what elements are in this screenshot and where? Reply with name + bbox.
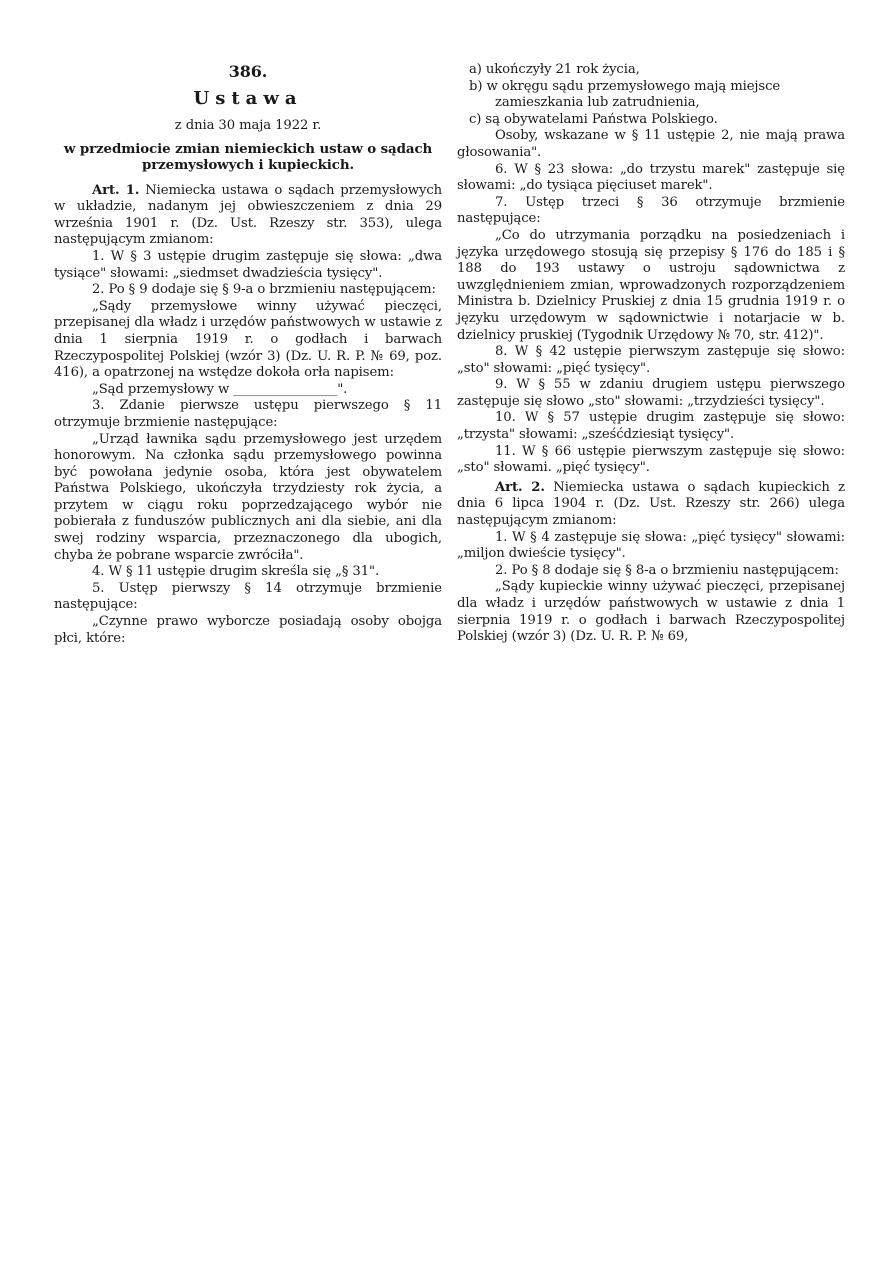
act-number: 386. <box>228 62 268 81</box>
art1-point-2-quote: „Sądy przemysłowe winny używać pieczęci, przepisanej dla władz i urzędów państwowych w ustawie z dnia 1 sierpnia 1919 r. o godłach i barwach Rzeczypospolitej Polskiej (wzór 3) (Dz. U. R. P. № 69, poz. 416), a opatrzonej na wstędze dokoła orła napisem: <box>54 298 442 381</box>
act-title: w przedmiocie zmian niemieckich ustaw o sądach przemysłowych i kupieckich. <box>63 140 433 173</box>
art1-point-10: 10. W § 57 ustępie drugim zastępuje się słowo: „trzysta" słowami: „sześćdziesiąt tysięcy". <box>457 410 845 443</box>
art1-point-1: 1. W § 3 ustępie drugim zastępuje się słowa: „dwa tysiące" słowami: „siedmset dwadzieścia tysięcy". <box>54 248 442 281</box>
right-column <box>457 62 845 646</box>
art1-intro-paragraph <box>54 183 442 249</box>
condition-c: c) są obywatelami Państwa Polskiego. <box>469 111 718 127</box>
art1-point-2: 2. Po § 9 dodaje się § 9-a o brzmieniu następującem: <box>92 282 436 298</box>
art1-label: Art. 1. <box>92 182 140 198</box>
art1-point-3: 3. Zdanie pierwsze ustępu pierwszego § 11 otrzymuje brzmienie następujące: <box>54 398 442 430</box>
act-date: z dnia 30 maja 1922 r. <box>174 118 322 133</box>
excluded-persons-paragraph: Osoby, wskazane w § 11 ustępie 2, nie mają prawa głosowania". <box>457 128 845 160</box>
art1-point-7-quote: „Co do utrzymania porządku na posiedzeniach i języka urzędowego stosują się przepisy § 176 do 185 i § 188 do 193 ustawy o ustroju sądownictwa z uwzględnieniem zmian, wprowadzonych rozporządzeniem Ministra b. Dzielnicy Pruskiej z dnia 15 grudnia 1919 r. o języku urzędowym w sądownictwie i notarjacie w b. dzielnicy pruskiej (Tygodnik Urzędowy № 70, str. 412)". <box>457 227 845 343</box>
art2-point-1: 1. W § 4 zastępuje się słowa: „pięć tysięcy" słowami: „miljon dwieście tysięcy". <box>457 529 845 562</box>
art2-point-2: 2. Po § 8 dodaje się § 8-a o brzmieniu następującem: <box>495 562 839 578</box>
art2-label: Art. 2. <box>495 479 545 495</box>
art1-point-7: 7. Ustęp trzeci § 36 otrzymuje brzmienie następujące: <box>457 194 845 227</box>
art1-point-6: 6. W § 23 słowa: „do trzystu marek" zastępuje się słowami: „do tysiąca pięciuset marek". <box>457 161 845 194</box>
act-type-heading: Ustawa <box>193 88 303 109</box>
art1-point-4: 4. W § 11 ustępie drugim skreśla się „§ 31". <box>92 564 380 580</box>
art1-point-9: 9. W § 55 w zdaniu drugiem ustępu pierwszego zastępuje się słowo „sto" słowami: „trzydzieści tysięcy". <box>457 377 845 409</box>
art1-point-8: 8. W § 42 ustępie pierwszym zastępuje się słowo: „sto" słowami: „pięć tysięcy". <box>457 344 845 376</box>
art1-point-11: 11. W § 66 ustępie pierwszym zastępuje się słowo: „sto" słowami. „pięć tysięcy". <box>457 443 845 476</box>
art2-point-2-quote: „Sądy kupieckie winny używać pieczęci, przepisanej dla władz i urzędów państwowych w ustawie z dnia 1 sierpnia 1919 r. o godłach i barwach Rzeczypospolitej Polskiej (wzór 3) (Dz. U. R. P. № 69, <box>457 579 845 645</box>
art1-point-5-quote: „Czynne prawo wyborcze posiadają osoby obojga płci, które: <box>54 614 442 646</box>
art2-intro-paragraph <box>457 480 845 530</box>
art2-intro-text: Niemiecka ustawa o sądach kupieckich z dnia 6 lipca 1904 r. (Dz. Ust. Rzeszy str. 266) ulega następującym zmianom: <box>457 479 845 529</box>
condition-b: b) w okręgu sądu przemysłowego mają miejsce zamieszkania lub zatrudnienia, <box>469 78 781 111</box>
art1-point-3-quote: „Urząd ławnika sądu przemysłowego jest urzędem honorowym. Na członka sądu przemysłowego powinna być powołana jedynie osoba, która jest obywatelem Państwa Polskiego, ukończyła trzydziesty rok życia, a przytem w ciągu roku poprzedzającego wybór nie pobierała z funduszów publicznych ani dla siebie, ani dla swej rodziny wsparcia, przeznaczonego dla ubogich, chyba że pobrane wsparcie zwróciła". <box>54 431 442 563</box>
left-column <box>54 62 442 647</box>
art1-intro-text: Niemiecka ustawa o sądach przemysłowych w układzie, nadanym jej obwieszczeniem z dnia 29 września 1901 r. (Dz. Ust. Rzeszy str. 353), ulega następującym zmianom: <box>54 182 443 248</box>
condition-a: a) ukończyły 21 rok życia, <box>469 62 640 77</box>
seal-legend: „Sąd przemysłowy w ________________". <box>92 381 348 397</box>
art1-point-5: 5. Ustęp pierwszy § 14 otrzymuje brzmienie następujące: <box>54 580 442 613</box>
